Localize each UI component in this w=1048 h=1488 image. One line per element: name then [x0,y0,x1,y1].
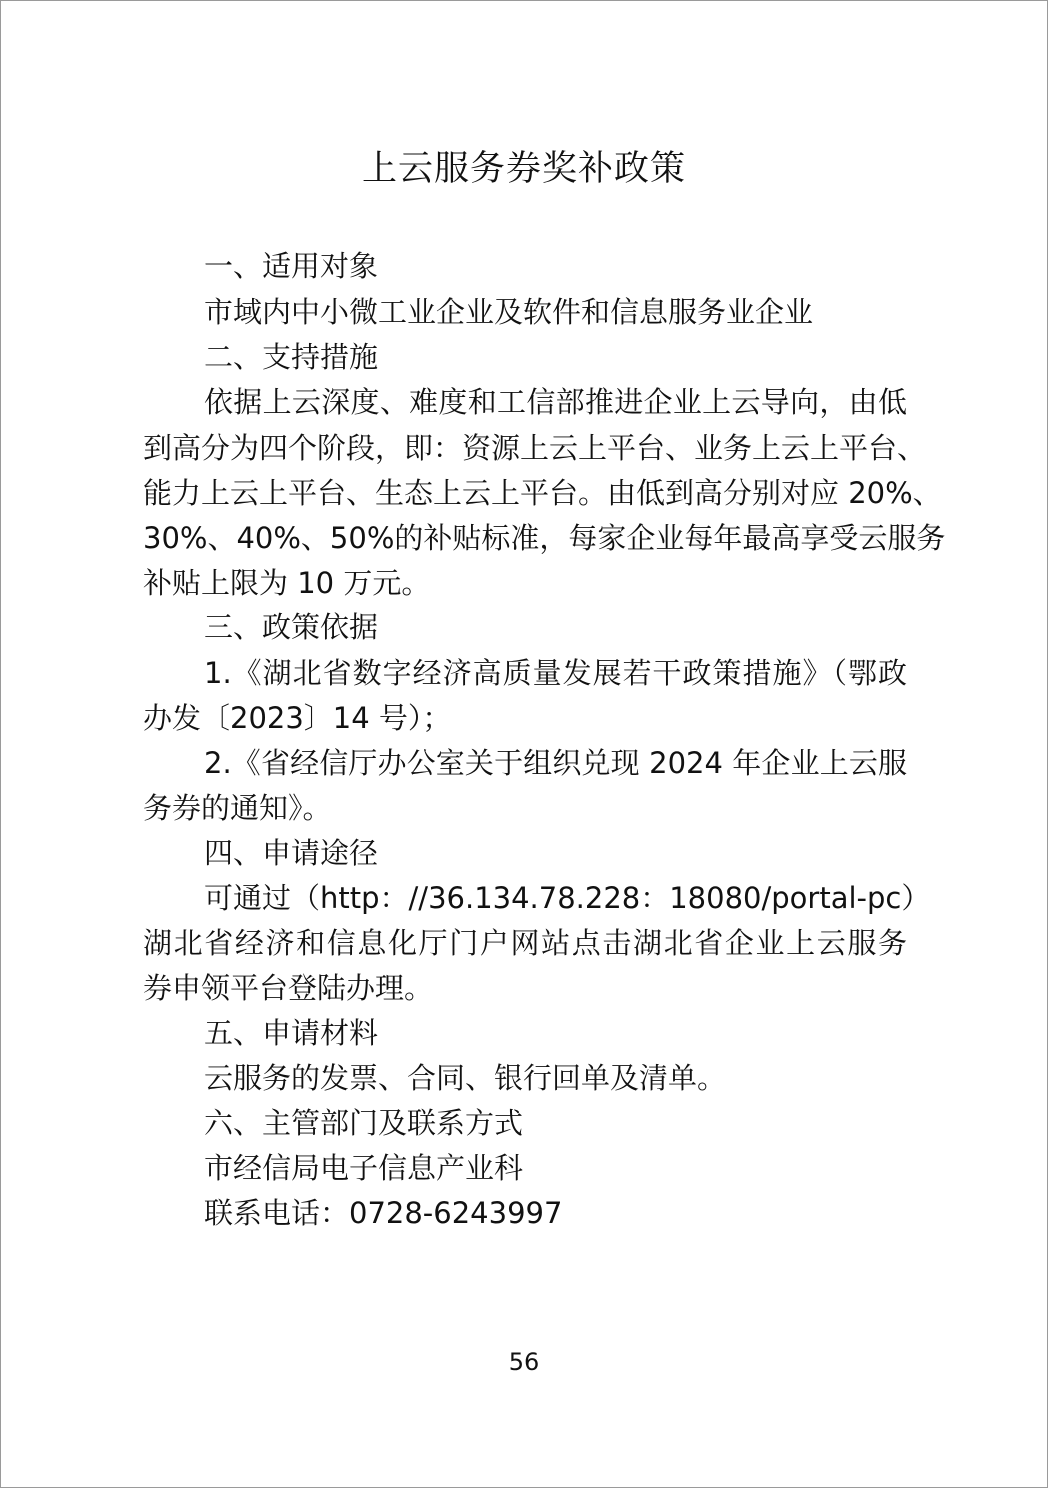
paragraph-line: 2.《省经信厅办公室关于组织兑现 2024 年企业上云服 [204,746,907,780]
paragraph-line: 湖北省经济和信息化厅门户网站点击湖北省企业上云服务 [143,926,907,960]
paragraph-line: 市经信局电子信息产业科 [204,1151,524,1185]
paragraph-line: 依据上云深度、难度和工信部推进企业上云导向，由低 [204,385,907,419]
section-heading-application-channel: 四、申请途径 [204,836,379,870]
section-heading-application-materials: 五、申请材料 [204,1016,379,1050]
document-title: 上云服务券奖补政策 [361,149,686,189]
paragraph-line: 市域内中小微工业企业及软件和信息服务业企业 [204,295,814,329]
section-heading-policy-basis: 三、政策依据 [204,610,379,644]
section-heading-applicable-objects: 一、适用对象 [204,249,379,283]
paragraph-line: 30%、40%、50%的补贴标准，每家企业每年最高享受云服务 [143,521,946,555]
paragraph-line: 务券的通知》。 [143,791,332,825]
paragraph-line: 可通过（http：//36.134.78.228：18080/portal-pc） [204,881,931,915]
contact-phone: 联系电话：0728-6243997 [204,1196,563,1230]
paragraph-line: 券申领平台登陆办理。 [143,971,434,1005]
paragraph-line: 云服务的发票、合同、银行回单及清单。 [204,1061,727,1095]
page-number: 56 [508,1348,540,1376]
paragraph-line: 能力上云上平台、生态上云上平台。由低到高分别对应 20%、 [143,476,942,510]
section-heading-department-contact: 六、主管部门及联系方式 [204,1106,524,1140]
section-heading-support-measures: 二、支持措施 [204,340,379,374]
paragraph-line: 1.《湖北省数字经济高质量发展若干政策措施》（鄂政 [204,656,907,690]
paragraph-line: 补贴上限为 10 万元。 [143,566,431,600]
paragraph-line: 办发〔2023〕14 号）； [143,701,452,735]
paragraph-line: 到高分为四个阶段，即：资源上云上平台、业务上云上平台、 [143,431,927,465]
